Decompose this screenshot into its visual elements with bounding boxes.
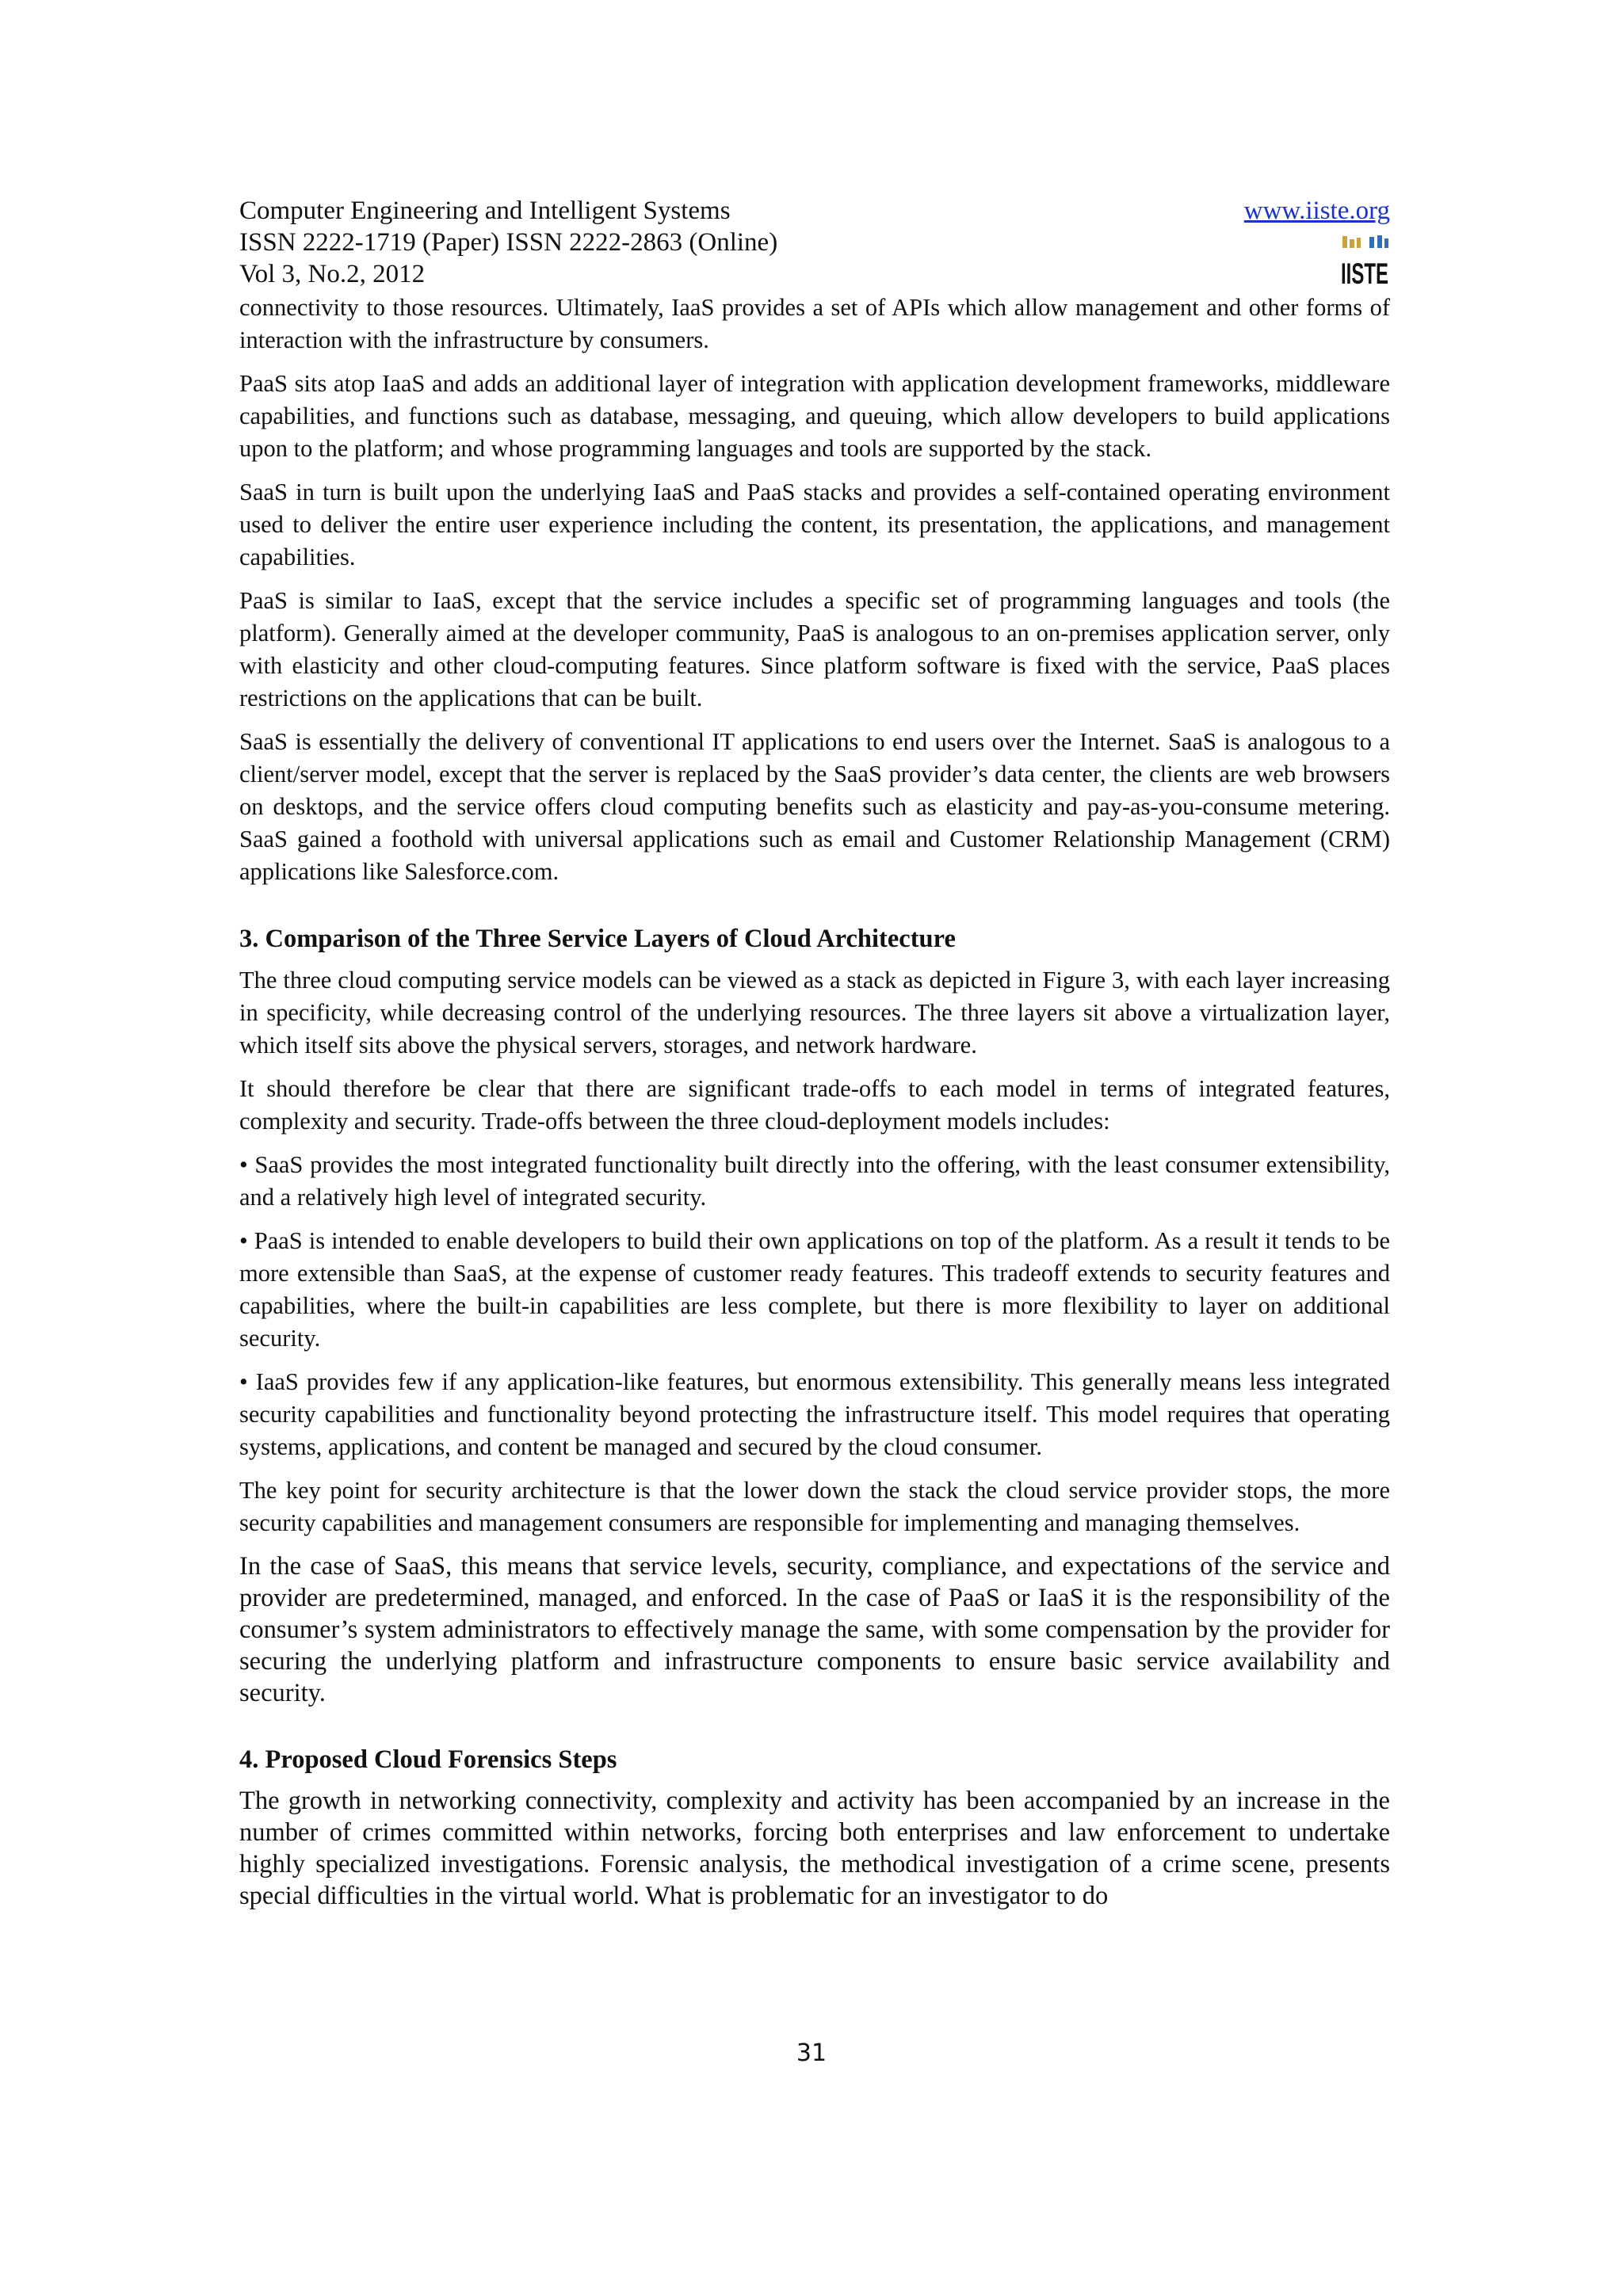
- bullet-paas: • PaaS is intended to enable developers to build their own applications on top of the platform. As a result it tends to be more extensible than SaaS, at the expense of customer ready features. This tradeoff extends to security features and capabilities, where the built-in capabilities are less complete, but there is more flexibility to layer on additional security.: [239, 1227, 1390, 1352]
- svg-text:IISTE: IISTE: [1341, 257, 1388, 290]
- page-number: 31: [796, 2039, 827, 2067]
- iiste-logo: [1339, 235, 1390, 290]
- article-body: [239, 292, 1390, 1923]
- paragraph-paas-atop-iaas: PaaS sits atop IaaS and adds an additional layer of integration with application development frameworks, middleware capabilities, and functions such as database, messaging, and queuing, which allow developers to build applications upon to the platform; and whose programming languages and tools are supported by the stack.: [239, 370, 1390, 462]
- section-4-heading: 4. Proposed Cloud Forensics Steps: [239, 1745, 617, 1774]
- paragraph-service-stack: The three cloud computing service models can be viewed as a stack as depicted in Figure 3, with each layer increasing in specificity, while decreasing control of the underlying resources. The three layers sit above a virtualization layer, which itself sits above the physical servers, storages, and network hardware.: [239, 967, 1390, 1058]
- bullet-saas: • SaaS provides the most integrated functionality built directly into the offering, with the least consumer extensibility, and a relatively high level of integrated security.: [239, 1151, 1390, 1211]
- page-header: [239, 195, 1390, 290]
- paragraph-forensics-growth: The growth in networking connectivity, complexity and activity has been accompanied by an increase in the number of crimes committed within networks, forcing both enterprises and law enforcement to undertake highly specialized investigations. Forensic analysis, the methodical investigation of a crime scene, presents special difficulties in the virtual world. What is problematic for an investigator to do: [239, 1787, 1390, 1910]
- paragraph-saas-delivery: SaaS is essentially the delivery of conventional IT applications to end users over the Internet. SaaS is analogous to a client/server model, except that the server is replaced by the SaaS provider’s data center, the clients are web browsers on desktops, and the service offers cloud computing benefits such as elasticity and pay-as-you-consume metering. SaaS gained a foothold with universal applications such as email and Customer Relationship Management (CRM) applications like Salesforce.com.: [239, 728, 1390, 885]
- paragraph-trade-offs: It should therefore be clear that there are significant trade-offs to each model in terms of integrated features, complexity and security. Trade-offs between the three cloud-deployment models includes:: [239, 1075, 1390, 1135]
- volume-line: Vol 3, No.2, 2012: [239, 260, 426, 288]
- paragraph-saas-stack: SaaS in turn is built upon the underlying IaaS and PaaS stacks and provides a self-contained operating environment used to deliver the entire user experience including the content, its presentation, the applications, and management capabilities.: [239, 479, 1390, 570]
- journal-title: Computer Engineering and Intelligent Systems: [239, 196, 731, 225]
- paragraph-saas-service-levels: In the case of SaaS, this means that service levels, security, compliance, and expectations of the service and provider are predetermined, managed, and enforced. In the case of PaaS or IaaS it is the responsibility of the consumer’s system administrators to effectively manage the same, with some compensation by the provider for securing the underlying platform and infrastructure components to ensure basic service availability and security.: [239, 1552, 1390, 1707]
- paragraph-iaas-apis: connectivity to those resources. Ultimately, IaaS provides a set of APIs which allow management and other forms of interaction with the infrastructure by consumers.: [239, 294, 1390, 353]
- issn-line: ISSN 2222-1719 (Paper) ISSN 2222-2863 (Online): [239, 228, 778, 257]
- paragraph-paas-similar: PaaS is similar to IaaS, except that the service includes a specific set of programming languages and tools (the platform). Generally aimed at the developer community, PaaS is analogous to an on-premises application server, only with elasticity and other cloud-computing features. Since platform software is fixed with the service, PaaS places restrictions on the applications that can be built.: [239, 587, 1390, 711]
- section-3-heading: 3. Comparison of the Three Service Layers of Cloud Architecture: [239, 925, 956, 953]
- paragraph-security-architecture: The key point for security architecture is that the lower down the stack the cloud service provider stops, the more security capabilities and management consumers are responsible for implementing and managing themselves.: [239, 1477, 1390, 1536]
- journal-url-link[interactable]: www.iiste.org: [1243, 196, 1390, 225]
- bullet-iaas: • IaaS provides few if any application-like features, but enormous extensibility. This generally means less integrated security capabilities and functionality beyond protecting the infrastructure itself. This model requires that operating systems, applications, and content be managed and secured by the cloud consumer.: [239, 1368, 1390, 1460]
